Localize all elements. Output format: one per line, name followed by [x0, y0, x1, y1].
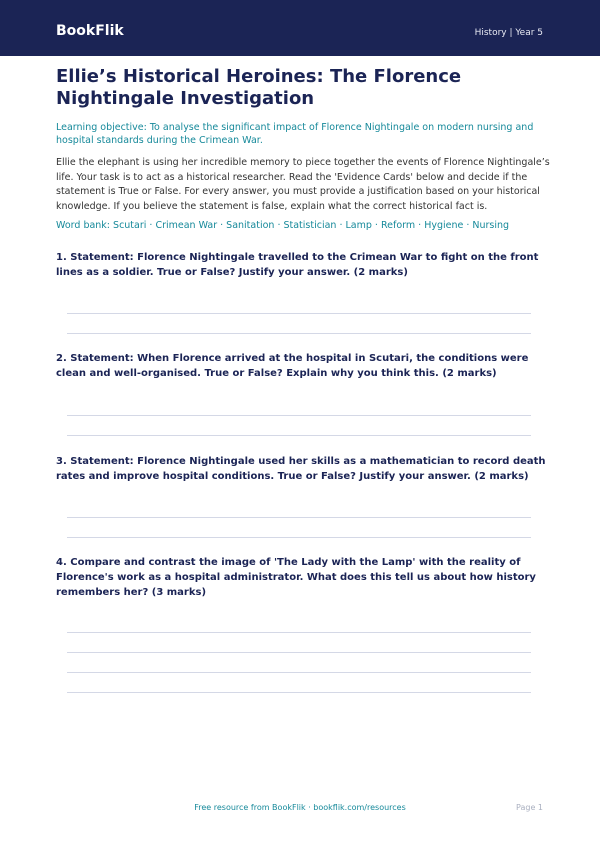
page-number: Page 1 [516, 803, 543, 812]
brand-logo[interactable]: BookFlik [56, 23, 124, 39]
learning-objective: Learning objective: To analyse the significant impact of Florence Nightingale on modern nursing and hospital standards during the Crimean War. [56, 122, 534, 146]
question-4: 4. Compare and contrast the image of 'The Lady with the Lamp' with the reality of Florence's work as a hospital administrator. What does this tell us about how history remembers her? (3 marks) [56, 557, 536, 598]
answer-line[interactable] [67, 672, 531, 673]
question-2: 2. Statement: When Florence arrived at the hospital in Scutari, the conditions were clean and well-organised. True or False? Explain why you think this. (2 marks) [56, 353, 529, 379]
answer-line[interactable] [67, 415, 531, 416]
answer-line[interactable] [67, 652, 531, 653]
question-3: 3. Statement: Florence Nightingale used her skills as a mathematician to record death rates and improve hospital conditions. True or False? Justify your answer. (2 marks) [56, 456, 546, 482]
answer-line[interactable] [67, 333, 531, 334]
page-title: Ellie’s Historical Heroines: The Florence Nightingale Investigation [56, 66, 462, 109]
answer-line[interactable] [67, 632, 531, 633]
breadcrumb: History | Year 5 [474, 28, 543, 38]
footer-text[interactable]: Free resource from BookFlik · bookflik.com/resources [194, 803, 406, 812]
answer-line[interactable] [67, 313, 531, 314]
page-header [0, 0, 600, 56]
answer-line[interactable] [67, 517, 531, 518]
answer-line[interactable] [67, 692, 531, 693]
answer-line[interactable] [67, 537, 531, 538]
question-1: 1. Statement: Florence Nightingale travelled to the Crimean War to fight on the front lines as a soldier. True or False? Justify your answer. (2 marks) [56, 252, 539, 278]
intro-paragraph: Ellie the elephant is using her incredible memory to piece together the events of Florence Nightingale’s life. Your task is to act as a historical researcher. Read the 'Evidence Cards' below and decide if the statement is True or False. For every answer, you must provide a justification based on your historical knowledge. If you believe the statement is false, explain what the correct historical fact is. [56, 157, 550, 212]
word-bank: Word bank: Scutari · Crimean War · Sanitation · Statistician · Lamp · Reform · Hygiene · Nursing [56, 220, 510, 231]
answer-line[interactable] [67, 435, 531, 436]
